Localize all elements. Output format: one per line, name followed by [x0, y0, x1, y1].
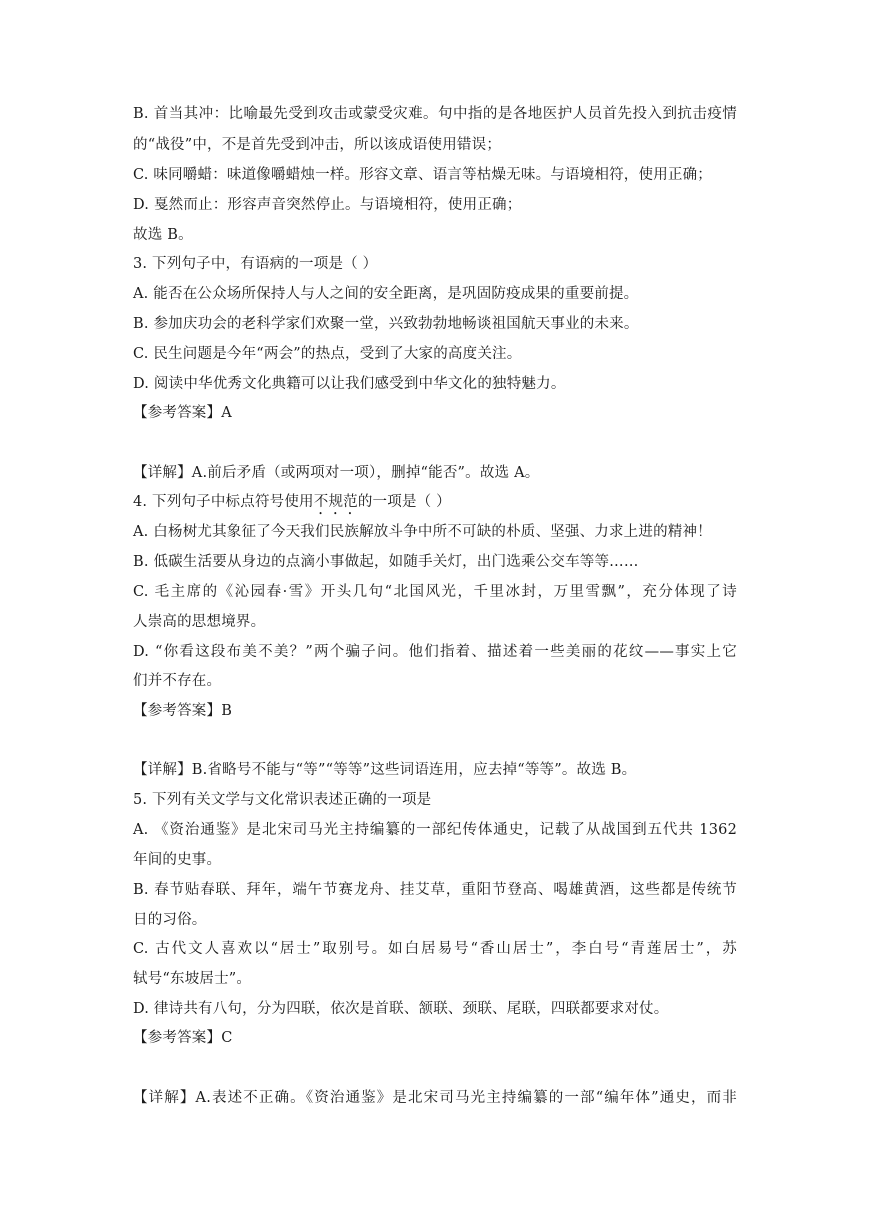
q5-answer: 【参考答案】C [133, 1030, 233, 1046]
q5-option-c-line1: C. 古代文人喜欢以“居士”取别号。如白居易号“香山居士”，李白号“青莲居士”，苏 [133, 941, 737, 957]
q4-option-c-line1: C. 毛主席的《沁园春·雪》开头几句“北国风光，千里冰封，万里雪飘”，充分体现了诗 [133, 584, 737, 600]
q3-detail: 【详解】A.前后矛盾（或两项对一项），删掉“能否”。故选 A。 [133, 465, 540, 481]
q4-option-a: A. 白杨树尤其象征了今天我们民族解放斗争中所不可缺的朴质、坚强、力求上进的精神！ [133, 524, 712, 540]
q4-stem [133, 492, 737, 518]
q5-option-d: D. 律诗共有八句，分为四联，依次是首联、颔联、颈联、尾联，四联都要求对仗。 [133, 1001, 669, 1017]
q5-option-a-line2: 年间的史事。 [133, 852, 222, 868]
q2-option-d-explanation: D. 戛然而止：形容声音突然停止。与语境相符，使用正确； [133, 197, 522, 213]
q2-option-b-explanation-line1: B. 首当其冲：比喻最先受到攻击或蒙受灾难。句中指的是各地医护人员首先投入到抗击疫情 [133, 106, 737, 122]
q2-option-b-explanation-line2: 的“战役”中，不是首先受到冲击，所以该成语使用错误； [133, 137, 502, 153]
q4-option-d-line2: 们并不存在。 [133, 673, 222, 689]
q2-option-c-explanation: C. 味同嚼蜡：味道像嚼蜡烛一样。形容文章、语言等枯燥无味。与语境相符，使用正确； [133, 167, 712, 183]
q5-option-b-line2: 日的习俗。 [133, 912, 207, 928]
q3-stem: 3. 下列句子中，有语病的一项是（ ） [133, 256, 378, 272]
q5-option-b-line1: B. 春节贴春联、拜年，端午节赛龙舟、挂艾草，重阳节登高、喝雄黄酒，这些都是传统节 [133, 882, 737, 898]
q3-option-a: A. 能否在公众场所保持人与人之间的安全距离，是巩固防疫成果的重要前提。 [133, 286, 639, 302]
q5-stem: 5. 下列有关文学与文化常识表述正确的一项是 [133, 792, 432, 808]
q5-option-a-line1: A. 《资治通鉴》是北宋司马光主持编纂的一部纪传体通史，记载了从战国到五代共 1362 [133, 822, 737, 838]
q4-stem-post: 的一项是（ ） [357, 494, 451, 510]
q4-stem-emphasis: 不规范 [313, 494, 358, 510]
q2-conclusion: 故选 B。 [133, 227, 193, 243]
q4-option-b: B. 低碳生活要从身边的点滴小事做起，如随手关灯，出门选乘公交车等等…… [133, 554, 639, 570]
q4-stem-pre: 4. 下列句子中标点符号使用 [133, 494, 314, 510]
q3-option-d: D. 阅读中华优秀文化典籍可以让我们感受到中华文化的独特魅力。 [133, 376, 566, 392]
q4-detail: 【详解】B.省略号不能与“等”“等等”这些词语连用，应去掉“等等”。故选 B。 [133, 762, 637, 778]
q3-option-b: B. 参加庆功会的老科学家们欢聚一堂，兴致勃勃地畅谈祖国航天事业的未来。 [133, 316, 639, 332]
q4-option-c-line2: 人崇高的思想境界。 [133, 614, 266, 630]
q4-option-d-line1: D. “你看这段布美不美？”两个骗子问。他们指着、描述着一些美丽的花纹——事实上它 [133, 644, 737, 660]
q5-detail: 【详解】A.表述不正确。《资治通鉴》是北宋司马光主持编纂的一部“编年体”通史，而非 [133, 1090, 737, 1106]
q3-answer: 【参考答案】A [133, 405, 232, 421]
q4-answer: 【参考答案】B [133, 703, 233, 719]
q3-option-c: C. 民生问题是今年“两会”的热点，受到了大家的高度关注。 [133, 346, 522, 362]
q5-option-c-line2: 轼号“东坡居士”。 [133, 971, 252, 987]
